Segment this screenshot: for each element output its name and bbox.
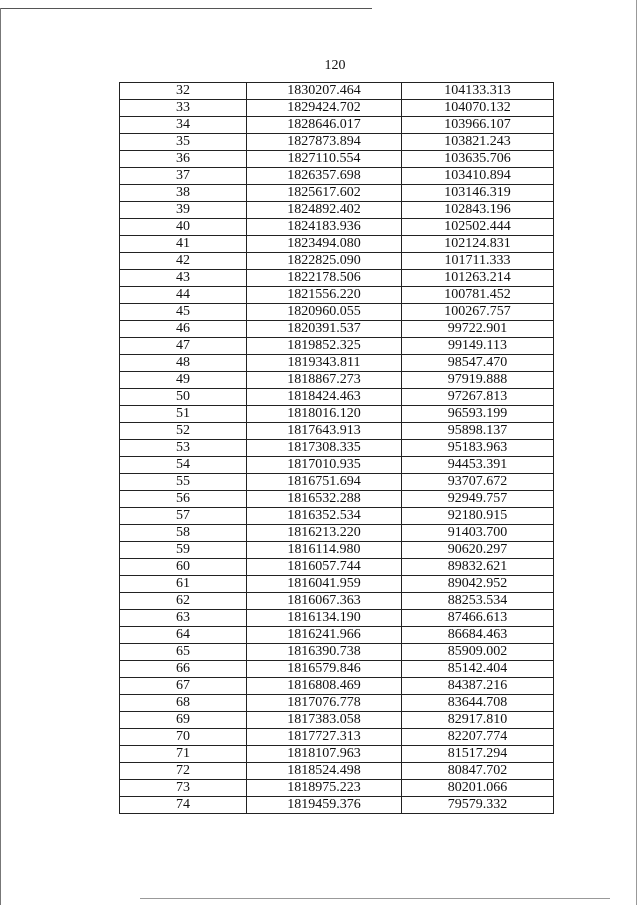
x-coordinate-cell: 1816213.220 xyxy=(247,525,402,542)
y-coordinate-cell: 97919.888 xyxy=(402,372,554,389)
y-coordinate-cell: 94453.391 xyxy=(402,457,554,474)
x-coordinate-cell: 1816751.694 xyxy=(247,474,402,491)
x-coordinate-cell: 1816241.966 xyxy=(247,627,402,644)
y-coordinate-cell: 87466.613 xyxy=(402,610,554,627)
scan-edge-right xyxy=(636,0,637,905)
point-number-cell: 51 xyxy=(120,406,247,423)
point-number-cell: 63 xyxy=(120,610,247,627)
x-coordinate-cell: 1817383.058 xyxy=(247,712,402,729)
x-coordinate-cell: 1816114.980 xyxy=(247,542,402,559)
x-coordinate-cell: 1829424.702 xyxy=(247,100,402,117)
table-row xyxy=(120,287,554,304)
x-coordinate-cell: 1820391.537 xyxy=(247,321,402,338)
table-row xyxy=(120,576,554,593)
table-row xyxy=(120,219,554,236)
x-coordinate-cell: 1827110.554 xyxy=(247,151,402,168)
point-number-cell: 43 xyxy=(120,270,247,287)
x-coordinate-cell: 1823494.080 xyxy=(247,236,402,253)
y-coordinate-cell: 102843.196 xyxy=(402,202,554,219)
x-coordinate-cell: 1817643.913 xyxy=(247,423,402,440)
point-number-cell: 53 xyxy=(120,440,247,457)
y-coordinate-cell: 92180.915 xyxy=(402,508,554,525)
point-number-cell: 56 xyxy=(120,491,247,508)
y-coordinate-cell: 104133.313 xyxy=(402,83,554,100)
point-number-cell: 52 xyxy=(120,423,247,440)
point-number-cell: 33 xyxy=(120,100,247,117)
table-row xyxy=(120,338,554,355)
y-coordinate-cell: 100781.452 xyxy=(402,287,554,304)
y-coordinate-cell: 103635.706 xyxy=(402,151,554,168)
x-coordinate-cell: 1818524.498 xyxy=(247,763,402,780)
point-number-cell: 39 xyxy=(120,202,247,219)
point-number-cell: 58 xyxy=(120,525,247,542)
table-row xyxy=(120,457,554,474)
table-row xyxy=(120,593,554,610)
x-coordinate-cell: 1816808.469 xyxy=(247,678,402,695)
y-coordinate-cell: 103410.894 xyxy=(402,168,554,185)
y-coordinate-cell: 95898.137 xyxy=(402,423,554,440)
point-number-cell: 40 xyxy=(120,219,247,236)
x-coordinate-cell: 1817727.313 xyxy=(247,729,402,746)
table-row xyxy=(120,491,554,508)
table-row xyxy=(120,253,554,270)
table-row xyxy=(120,168,554,185)
y-coordinate-cell: 99149.113 xyxy=(402,338,554,355)
x-coordinate-cell: 1816057.744 xyxy=(247,559,402,576)
x-coordinate-cell: 1830207.464 xyxy=(247,83,402,100)
y-coordinate-cell: 86684.463 xyxy=(402,627,554,644)
table-row xyxy=(120,270,554,287)
y-coordinate-cell: 84387.216 xyxy=(402,678,554,695)
x-coordinate-cell: 1816579.846 xyxy=(247,661,402,678)
table-row xyxy=(120,746,554,763)
point-number-cell: 41 xyxy=(120,236,247,253)
x-coordinate-cell: 1817308.335 xyxy=(247,440,402,457)
table-row xyxy=(120,763,554,780)
page-number: 120 xyxy=(324,58,346,73)
y-coordinate-cell: 103821.243 xyxy=(402,134,554,151)
x-coordinate-cell: 1826357.698 xyxy=(247,168,402,185)
x-coordinate-cell: 1816352.534 xyxy=(247,508,402,525)
table-row xyxy=(120,134,554,151)
table-row xyxy=(120,185,554,202)
point-number-cell: 60 xyxy=(120,559,247,576)
point-number-cell: 69 xyxy=(120,712,247,729)
y-coordinate-cell: 82917.810 xyxy=(402,712,554,729)
point-number-cell: 48 xyxy=(120,355,247,372)
point-number-cell: 62 xyxy=(120,593,247,610)
table-row xyxy=(120,355,554,372)
table-row xyxy=(120,678,554,695)
table-row xyxy=(120,644,554,661)
y-coordinate-cell: 79579.332 xyxy=(402,797,554,814)
point-number-cell: 74 xyxy=(120,797,247,814)
y-coordinate-cell: 103146.319 xyxy=(402,185,554,202)
coordinates-table xyxy=(119,82,554,814)
point-number-cell: 54 xyxy=(120,457,247,474)
x-coordinate-cell: 1825617.602 xyxy=(247,185,402,202)
y-coordinate-cell: 102124.831 xyxy=(402,236,554,253)
table-row xyxy=(120,712,554,729)
table-row xyxy=(120,729,554,746)
y-coordinate-cell: 102502.444 xyxy=(402,219,554,236)
y-coordinate-cell: 100267.757 xyxy=(402,304,554,321)
x-coordinate-cell: 1822178.506 xyxy=(247,270,402,287)
table-row xyxy=(120,151,554,168)
x-coordinate-cell: 1819343.811 xyxy=(247,355,402,372)
point-number-cell: 37 xyxy=(120,168,247,185)
y-coordinate-cell: 98547.470 xyxy=(402,355,554,372)
coordinates-table-body xyxy=(120,83,554,814)
point-number-cell: 73 xyxy=(120,780,247,797)
y-coordinate-cell: 104070.132 xyxy=(402,100,554,117)
point-number-cell: 72 xyxy=(120,763,247,780)
x-coordinate-cell: 1828646.017 xyxy=(247,117,402,134)
table-row xyxy=(120,780,554,797)
point-number-cell: 45 xyxy=(120,304,247,321)
x-coordinate-cell: 1818107.963 xyxy=(247,746,402,763)
y-coordinate-cell: 90620.297 xyxy=(402,542,554,559)
x-coordinate-cell: 1817076.778 xyxy=(247,695,402,712)
table-row xyxy=(120,559,554,576)
table-row xyxy=(120,610,554,627)
x-coordinate-cell: 1816134.190 xyxy=(247,610,402,627)
table-row xyxy=(120,372,554,389)
y-coordinate-cell: 81517.294 xyxy=(402,746,554,763)
y-coordinate-cell: 96593.199 xyxy=(402,406,554,423)
x-coordinate-cell: 1824183.936 xyxy=(247,219,402,236)
y-coordinate-cell: 103966.107 xyxy=(402,117,554,134)
x-coordinate-cell: 1818975.223 xyxy=(247,780,402,797)
point-number-cell: 55 xyxy=(120,474,247,491)
table-row xyxy=(120,525,554,542)
x-coordinate-cell: 1824892.402 xyxy=(247,202,402,219)
table-row xyxy=(120,304,554,321)
scan-edge-bottom xyxy=(140,898,610,899)
y-coordinate-cell: 85142.404 xyxy=(402,661,554,678)
point-number-cell: 44 xyxy=(120,287,247,304)
table-row xyxy=(120,83,554,100)
point-number-cell: 32 xyxy=(120,83,247,100)
y-coordinate-cell: 83644.708 xyxy=(402,695,554,712)
table-row xyxy=(120,797,554,814)
x-coordinate-cell: 1819459.376 xyxy=(247,797,402,814)
y-coordinate-cell: 89832.621 xyxy=(402,559,554,576)
x-coordinate-cell: 1816067.363 xyxy=(247,593,402,610)
y-coordinate-cell: 80847.702 xyxy=(402,763,554,780)
y-coordinate-cell: 89042.952 xyxy=(402,576,554,593)
point-number-cell: 46 xyxy=(120,321,247,338)
y-coordinate-cell: 101263.214 xyxy=(402,270,554,287)
x-coordinate-cell: 1819852.325 xyxy=(247,338,402,355)
table-row xyxy=(120,627,554,644)
point-number-cell: 38 xyxy=(120,185,247,202)
table-row xyxy=(120,406,554,423)
point-number-cell: 50 xyxy=(120,389,247,406)
point-number-cell: 61 xyxy=(120,576,247,593)
point-number-cell: 70 xyxy=(120,729,247,746)
y-coordinate-cell: 101711.333 xyxy=(402,253,554,270)
table-row xyxy=(120,321,554,338)
point-number-cell: 64 xyxy=(120,627,247,644)
x-coordinate-cell: 1821556.220 xyxy=(247,287,402,304)
y-coordinate-cell: 91403.700 xyxy=(402,525,554,542)
x-coordinate-cell: 1822825.090 xyxy=(247,253,402,270)
point-number-cell: 66 xyxy=(120,661,247,678)
point-number-cell: 35 xyxy=(120,134,247,151)
table-row xyxy=(120,474,554,491)
x-coordinate-cell: 1820960.055 xyxy=(247,304,402,321)
y-coordinate-cell: 93707.672 xyxy=(402,474,554,491)
y-coordinate-cell: 99722.901 xyxy=(402,321,554,338)
y-coordinate-cell: 88253.534 xyxy=(402,593,554,610)
point-number-cell: 49 xyxy=(120,372,247,389)
y-coordinate-cell: 97267.813 xyxy=(402,389,554,406)
x-coordinate-cell: 1818016.120 xyxy=(247,406,402,423)
x-coordinate-cell: 1827873.894 xyxy=(247,134,402,151)
table-row xyxy=(120,202,554,219)
x-coordinate-cell: 1818867.273 xyxy=(247,372,402,389)
point-number-cell: 67 xyxy=(120,678,247,695)
point-number-cell: 34 xyxy=(120,117,247,134)
x-coordinate-cell: 1818424.463 xyxy=(247,389,402,406)
table-row xyxy=(120,100,554,117)
y-coordinate-cell: 95183.963 xyxy=(402,440,554,457)
point-number-cell: 42 xyxy=(120,253,247,270)
point-number-cell: 65 xyxy=(120,644,247,661)
point-number-cell: 47 xyxy=(120,338,247,355)
table-row xyxy=(120,542,554,559)
point-number-cell: 36 xyxy=(120,151,247,168)
table-row xyxy=(120,236,554,253)
x-coordinate-cell: 1817010.935 xyxy=(247,457,402,474)
point-number-cell: 59 xyxy=(120,542,247,559)
scan-edge-top xyxy=(0,8,372,9)
x-coordinate-cell: 1816041.959 xyxy=(247,576,402,593)
point-number-cell: 68 xyxy=(120,695,247,712)
table-row xyxy=(120,508,554,525)
table-row xyxy=(120,440,554,457)
x-coordinate-cell: 1816390.738 xyxy=(247,644,402,661)
y-coordinate-cell: 80201.066 xyxy=(402,780,554,797)
y-coordinate-cell: 85909.002 xyxy=(402,644,554,661)
point-number-cell: 71 xyxy=(120,746,247,763)
table-row xyxy=(120,117,554,134)
point-number-cell: 57 xyxy=(120,508,247,525)
table-row xyxy=(120,423,554,440)
scan-edge-left xyxy=(0,8,1,905)
table-row xyxy=(120,389,554,406)
y-coordinate-cell: 82207.774 xyxy=(402,729,554,746)
table-row xyxy=(120,661,554,678)
table-row xyxy=(120,695,554,712)
y-coordinate-cell: 92949.757 xyxy=(402,491,554,508)
x-coordinate-cell: 1816532.288 xyxy=(247,491,402,508)
